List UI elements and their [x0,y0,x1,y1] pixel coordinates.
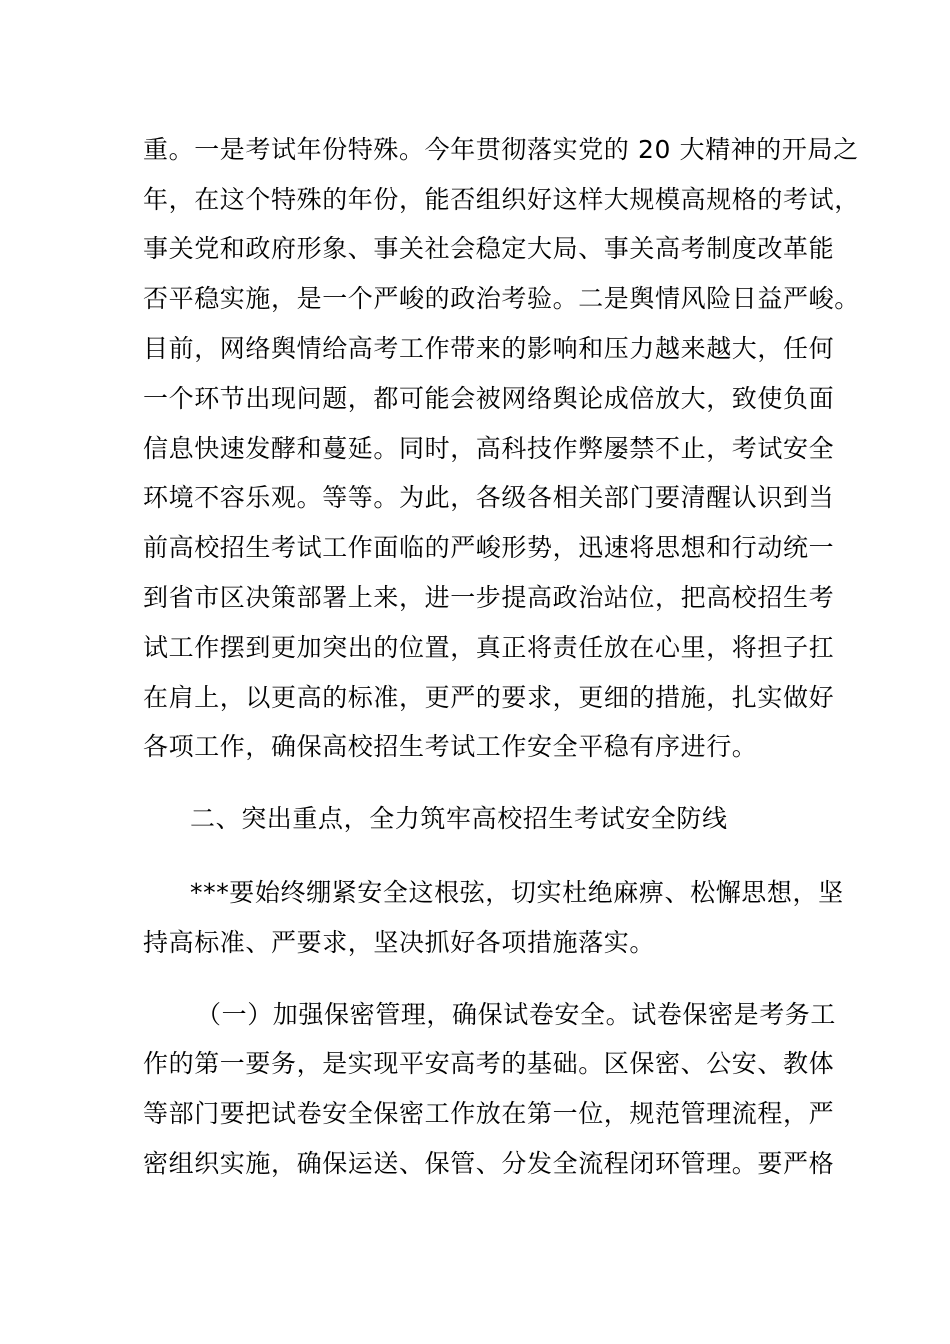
body-text-line: 一个环节出现问题，都可能会被网络舆论成倍放大，致使负面 [143,384,835,413]
section-heading: 二、突出重点，全力筑牢高校招生考试安全防线 [190,804,728,833]
body-text-line: 信息快速发酵和蔓延。同时，高科技作弊屡禁不止，考试安全 [143,434,835,463]
body-text-line: 环境不容乐观。等等。为此，各级各相关部门要清醒认识到当 [143,483,835,512]
body-text-line: 各项工作，确保高校招生考试工作安全平稳有序进行。 [143,732,758,761]
body-text-line: 重。一是考试年份特殊。今年贯彻落实党的 20 大精神的开局之 [143,135,859,164]
body-text-line: 到省市区决策部署上来，进一步提高政治站位，把高校招生考 [143,583,835,612]
body-text-line: 目前，网络舆情给高考工作带来的影响和压力越来越大，任何 [143,334,835,363]
body-text-line: 密组织实施，确保运送、保管、分发全流程闭环管理。要严格 [143,1149,835,1178]
body-text-line: 作的第一要务，是实现平安高考的基础。区保密、公安、教体 [143,1049,835,1078]
body-text-line: 持高标准、严要求，坚决抓好各项措施落实。 [143,928,656,957]
body-text-line: 试工作摆到更加突出的位置，真正将责任放在心里，将担子扛 [143,633,835,662]
body-text-line: ***要始终绷紧安全这根弦，切实杜绝麻痹、松懈思想，坚 [190,878,844,907]
body-text-line: 年，在这个特殊的年份，能否组织好这样大规模高规格的考试， [143,185,860,214]
body-text-line: 前高校招生考试工作面临的严峻形势，迅速将思想和行动统一 [143,533,835,562]
body-text-line: 等部门要把试卷安全保密工作放在第一位，规范管理流程，严 [143,1099,835,1128]
body-text-line: 在肩上，以更高的标准，更严的要求，更细的措施，扎实做好 [143,683,835,712]
body-text-line: 否平稳实施，是一个严峻的政治考验。二是舆情风险日益严峻。 [143,284,860,313]
body-text-line: 事关党和政府形象、事关社会稳定大局、事关高考制度改革能 [143,234,835,263]
subsection-lead-line: （一）加强保密管理，确保试卷安全。试卷保密是考务工 [196,1000,837,1029]
